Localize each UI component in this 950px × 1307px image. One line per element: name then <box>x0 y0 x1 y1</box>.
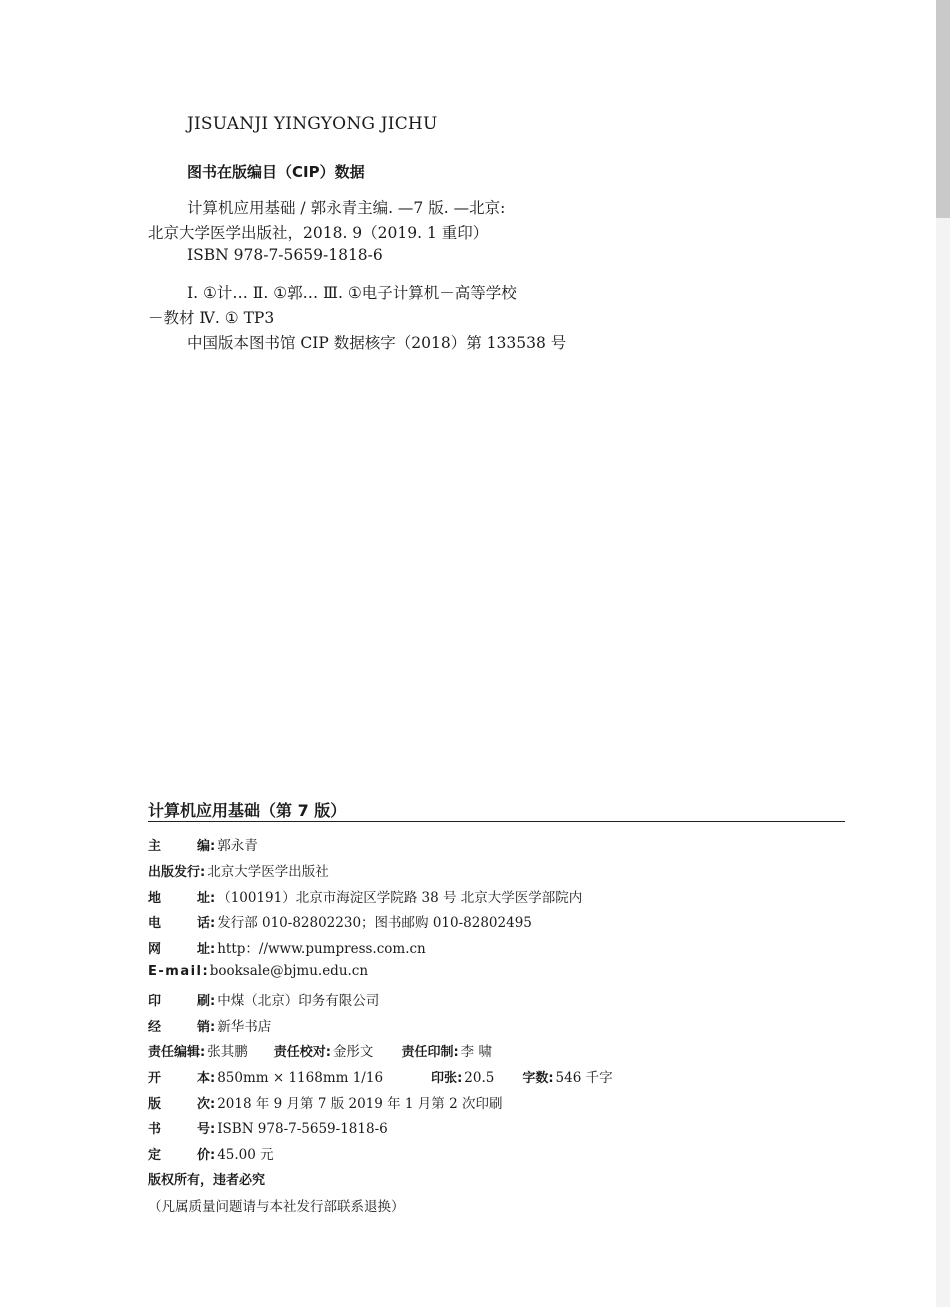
info-row-website: 网 址 : http：//www.pumpress.com.cn <box>148 937 426 957</box>
isbn-value: ISBN 978-7-5659-1818-6 <box>217 1121 388 1137</box>
address-value: （100191）北京市海淀区学院路 38 号 北京大学医学部院内 <box>217 890 583 906</box>
cip-line-title: 计算机应用基础 / 郭永青主编. —7 版. —北京: <box>187 199 506 217</box>
pinyin-title: JISUANJI YINGYONG JICHU <box>187 114 438 134</box>
edition-value: 2018 年 9 月第 7 版 2019 年 1 月第 2 次印刷 <box>217 1096 503 1112</box>
printer-value: 中煤（北京）印务有限公司 <box>217 993 380 1009</box>
sheets-value: 20.5 <box>464 1070 495 1086</box>
info-row-address: 地 址 : （100191）北京市海淀区学院路 38 号 北京大学医学部院内 <box>148 886 582 906</box>
info-row-format: 开 本 : 850mm × 1168mm 1/16 印张 : 20.5 字数 : 546 千字 <box>148 1066 613 1086</box>
editor-value: 郭永青 <box>217 838 258 854</box>
info-row-distributor: 经 销 : 新华书店 <box>148 1015 271 1035</box>
title-divider <box>148 821 845 822</box>
distributor-value: 新华书店 <box>217 1019 272 1035</box>
info-row-responsible-staff: 责任编辑 : 张其鹏 责任校对 : 金彤文 责任印制 : 李 啸 <box>148 1040 492 1060</box>
responsible-editor-value: 张其鹏 <box>207 1044 248 1060</box>
publisher-value: 北京大学医学出版社 <box>207 864 329 880</box>
info-row-isbn: 书 号 : ISBN 978-7-5659-1818-6 <box>148 1121 388 1137</box>
cip-line-isbn: ISBN 978-7-5659-1818-6 <box>187 246 383 264</box>
rights-statement: 版权所有，违者必究 <box>148 1173 266 1188</box>
info-row-printer: 印 刷 : 中煤（北京）印务有限公司 <box>148 989 379 1009</box>
cip-line-classification-cont: －教材 Ⅳ. ① TP3 <box>148 309 275 327</box>
format-value: 850mm × 1168mm 1/16 <box>217 1070 384 1086</box>
proofreader-value: 金彤文 <box>332 1044 374 1060</box>
info-row-price: 定 价 : 45.00 元 <box>148 1143 274 1163</box>
return-note: （凡属质量问题请与本社发行部联系退换） <box>148 1199 405 1215</box>
info-row-publisher: 出版发行 : 北京大学医学出版社 <box>148 860 329 880</box>
scrollbar-track[interactable] <box>936 0 950 1307</box>
website-value: http：//www.pumpress.com.cn <box>217 941 426 957</box>
email-value: booksale@bjmu.edu.cn <box>209 963 369 979</box>
cip-line-record-number: 中国版本图书馆 CIP 数据核字（2018）第 133538 号 <box>187 334 567 352</box>
info-row-phone: 电 话 : 发行部 010-82802230；图书邮购 010-82802495 <box>148 911 532 931</box>
info-row-editor: 主 编 : 郭永青 <box>148 834 258 854</box>
info-row-email: E-mail : booksale@bjmu.edu.cn <box>148 963 369 979</box>
cip-line-classification: Ⅰ. ①计… Ⅱ. ①郭… Ⅲ. ①电子计算机－高等学校 <box>187 284 517 302</box>
scrollbar-thumb[interactable] <box>936 0 950 218</box>
phone-value: 发行部 010-82802230；图书邮购 010-82802495 <box>217 915 532 931</box>
info-title: 计算机应用基础（第 7 版） <box>148 801 347 820</box>
price-value: 45.00 元 <box>217 1147 274 1163</box>
info-row-edition: 版 次 : 2018 年 9 月第 7 版 2019 年 1 月第 2 次印刷 <box>148 1092 502 1112</box>
cip-line-publisher: 北京大学医学出版社，2018. 9（2019. 1 重印） <box>148 224 489 242</box>
print-supervisor-value: 李 啸 <box>460 1044 492 1060</box>
cip-heading: 图书在版编目（CIP）数据 <box>187 163 365 181</box>
words-value: 546 千字 <box>555 1070 613 1086</box>
